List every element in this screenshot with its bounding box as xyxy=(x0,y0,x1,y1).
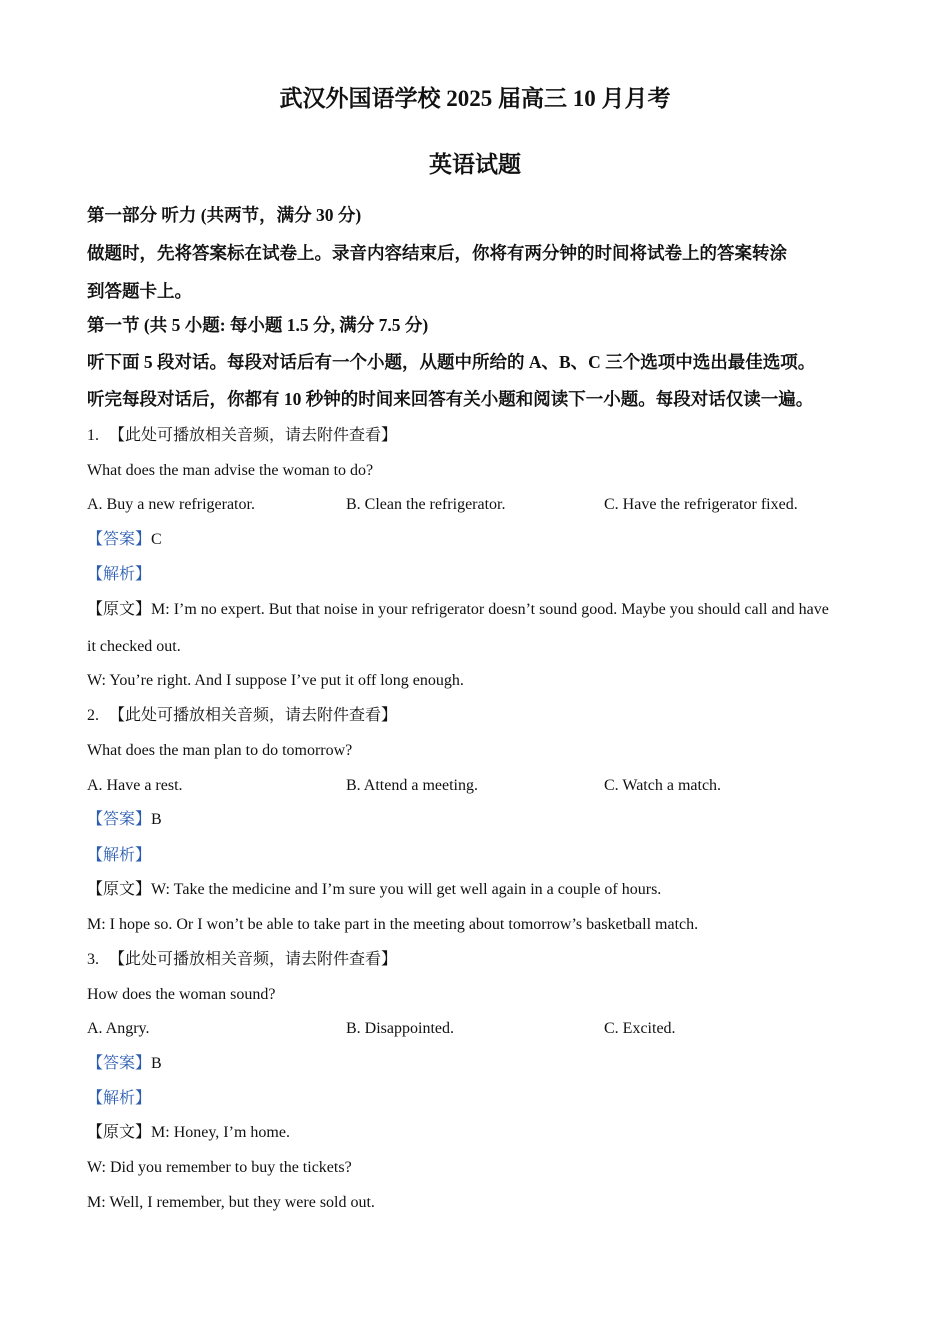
q3-transcript-text1: M: Honey, I’m home. xyxy=(151,1124,290,1141)
q3-transcript-line2: W: Did you remember to buy the tickets? xyxy=(87,1159,352,1176)
section1-instruction-line1: 听下面 5 段对话。每段对话后有一个小题，从题中所给的 A、B、C 三个选项中选出最佳选项。 xyxy=(87,352,816,372)
q1-question: What does the man advise the woman to do? xyxy=(87,462,374,479)
q2-number: 2. xyxy=(87,707,99,724)
q2-transcript-text1: W: Take the medicine and I’m sure you will get well again in a couple of hours. xyxy=(151,881,662,898)
q3-answer-row xyxy=(87,1053,162,1075)
q1-answer-label: 【答案】 xyxy=(87,531,152,548)
q1-option-c: C. Have the refrigerator fixed. xyxy=(604,496,798,513)
q1-transcript-text1: M: I’m no expert. But that noise in your refrigerator doesn’t sound good. Maybe you should call and have xyxy=(151,601,829,618)
q2-option-a: A. Have a rest. xyxy=(87,777,183,794)
exam-title: 武汉外国语学校 2025 届高三 10 月月考 xyxy=(279,86,671,111)
q1-transcript-label: 【原文】 xyxy=(87,601,152,618)
q2-answer-label: 【答案】 xyxy=(87,811,152,828)
q2-transcript-line2: M: I hope so. Or I won’t be able to take part in the meeting about tomorrow’s basketball match. xyxy=(87,916,699,933)
q1-option-b: B. Clean the refrigerator. xyxy=(346,496,506,513)
q3-transcript-line1 xyxy=(87,1122,290,1144)
q1-transcript-line2: it checked out. xyxy=(87,638,181,655)
q1-analysis-label: 【解析】 xyxy=(87,566,152,583)
q3-transcript-label: 【原文】 xyxy=(87,1124,152,1141)
q3-audio-note[interactable]: 【此处可播放相关音频，请去附件查看】 xyxy=(109,951,398,968)
section1-instruction-line2: 听完每段对话后，你都有 10 秒钟的时间来回答有关小题和阅读下一小题。每段对话仅读一遍。 xyxy=(87,389,814,409)
q3-option-b: B. Disappointed. xyxy=(346,1020,454,1037)
part1-instruction-line2: 到答题卡上。 xyxy=(87,281,192,301)
q3-option-a: A. Angry. xyxy=(87,1020,150,1037)
q3-header xyxy=(87,949,397,971)
q1-answer-value: C xyxy=(151,531,162,548)
q2-header xyxy=(87,705,397,727)
q3-question: How does the woman sound? xyxy=(87,986,276,1003)
q3-analysis-label: 【解析】 xyxy=(87,1090,152,1107)
q2-audio-note[interactable]: 【此处可播放相关音频，请去附件查看】 xyxy=(109,707,398,724)
q1-transcript-line3: W: You’re right. And I suppose I’ve put it off long enough. xyxy=(87,672,464,689)
q2-answer-row xyxy=(87,809,162,831)
q1-option-a: A. Buy a new refrigerator. xyxy=(87,496,255,513)
q1-number: 1. xyxy=(87,427,99,444)
q2-option-b: B. Attend a meeting. xyxy=(346,777,478,794)
q2-answer-value: B xyxy=(151,811,162,828)
part1-instruction-line1: 做题时，先将答案标在试卷上。录音内容结束后，你将有两分钟的时间将试卷上的答案转涂 xyxy=(87,243,787,263)
q2-question: What does the man plan to do tomorrow? xyxy=(87,742,353,759)
q3-transcript-line3: M: Well, I remember, but they were sold out. xyxy=(87,1194,375,1211)
q3-option-c: C. Excited. xyxy=(604,1020,676,1037)
part1-heading: 第一部分 听力 (共两节，满分 30 分) xyxy=(87,205,362,225)
q3-answer-value: B xyxy=(151,1055,162,1072)
q1-audio-note[interactable]: 【此处可播放相关音频，请去附件查看】 xyxy=(109,427,398,444)
q3-answer-label: 【答案】 xyxy=(87,1055,152,1072)
q2-option-c: C. Watch a match. xyxy=(604,777,722,794)
q2-transcript-label: 【原文】 xyxy=(87,881,152,898)
exam-subtitle: 英语试题 xyxy=(429,152,521,177)
section1-heading: 第一节 (共 5 小题: 每小题 1.5 分, 满分 7.5 分) xyxy=(87,315,429,335)
q1-answer-row xyxy=(87,529,162,551)
q2-analysis-label: 【解析】 xyxy=(87,847,152,864)
q1-header xyxy=(87,425,397,447)
q2-transcript-line1 xyxy=(87,879,661,901)
q3-number: 3. xyxy=(87,951,99,968)
q1-transcript-line1 xyxy=(87,599,829,621)
